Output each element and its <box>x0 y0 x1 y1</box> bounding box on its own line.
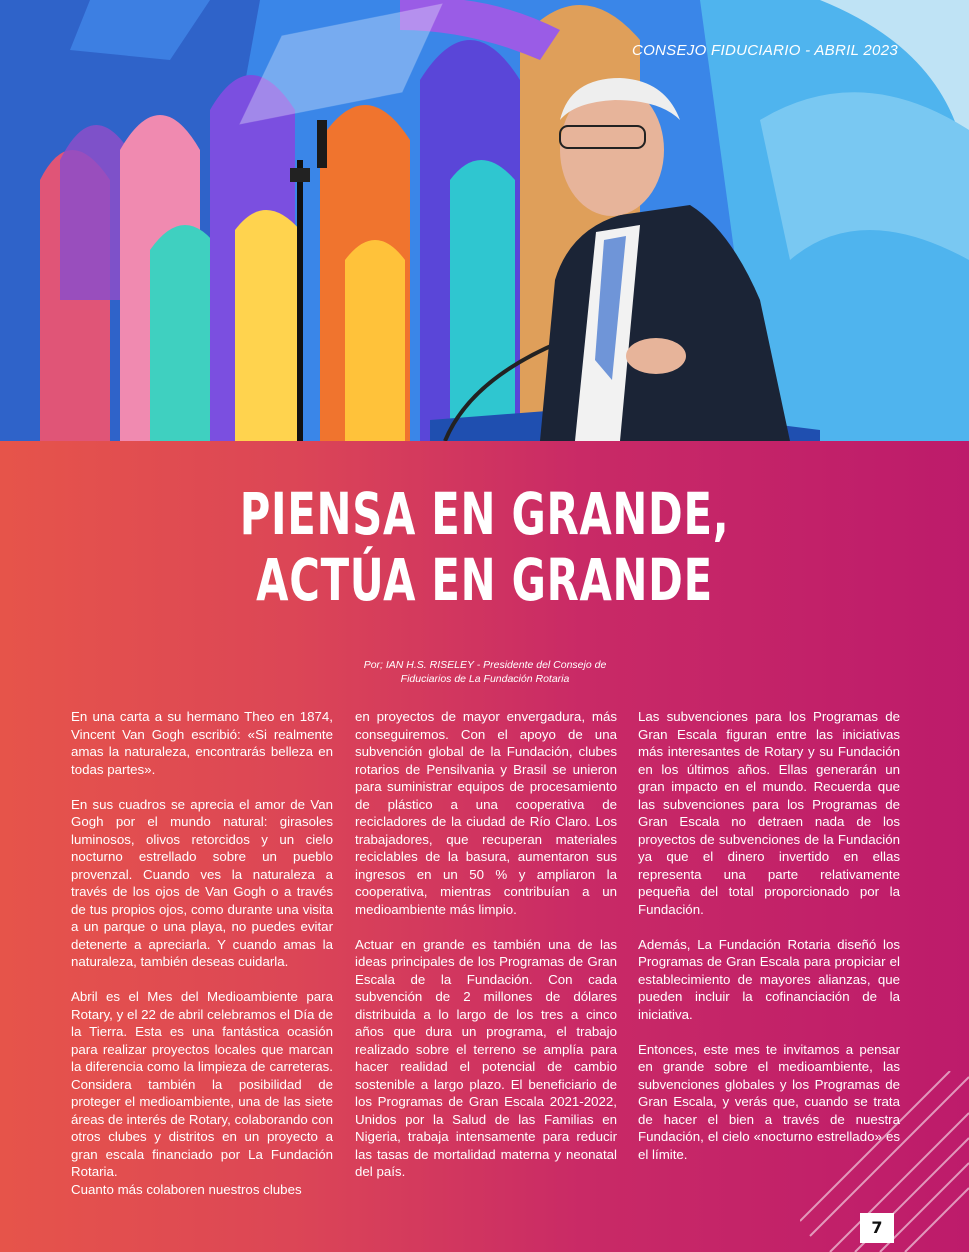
paragraph: Abril es el Mes del Medioambiente para Rotary, y el 22 de abril celebramos el Día de la Tierra. Esta es una fantástica ocasión para realizar proyectos locales que marcan la diferencia como la limpieza de carreteras. Considera también la posibilidad de proteger el medioambiente, una de las siete áreas de interés de Rotary, colaborando con otros clubes y distritos en un proyecto a gran escala financiado por La Fundación Rotaria. <box>71 989 333 1179</box>
article-title <box>136 481 834 613</box>
article-section <box>0 441 969 1252</box>
speaker-photo-icon <box>0 0 969 441</box>
header-label: CONSEJO FIDUCIARIO - ABRIL 2023 <box>631 42 898 59</box>
byline-line-1: Por; IAN H.S. RISELEY - Presidente del Consejo de <box>363 659 607 671</box>
paragraph: Entonces, este mes te invitamos a pensar en grande sobre el medioambiente, las subvenciones globales y los Programas de Gran Escala, y verás que, cuando se trata de hacer el bien a través de nuestra Fundación, el cielo «nocturno estrellado» es el límite. <box>638 1041 900 1162</box>
byline-line-2: Fiduciarios de La Fundación Rotaria <box>400 673 570 685</box>
paragraph: Cuanto más colaboren nuestros clubes <box>71 1181 302 1197</box>
title-line-2: ACTÚA EN GRANDE <box>256 546 713 614</box>
page-number: 7 <box>860 1213 894 1243</box>
paragraph: Además, La Fundación Rotaria diseñó los Programas de Gran Escala para propiciar el establecimiento de mayores alianzas, que pueden incluir la cofinanciación de la iniciativa. <box>638 936 900 1022</box>
byline <box>330 658 640 686</box>
paragraph: en proyectos de mayor envergadura, más conseguiremos. Con el apoyo de una subvención global de la Fundación, clubes rotarios de Pensilvania y Brasil se unieron para suministrar equipos de procesamiento de plástico a una cooperativa de recicladores de la ciudad de Río Claro. Los trabajadores, que recuperan materiales reciclables de la basura, aumentaron sus ingresos en un 50 % y ampliaron la cooperativa, mientras contribuían a un medioambiente más limpio. <box>355 709 617 917</box>
paragraph: Actuar en grande es también una de las ideas principales de los Programas de Gran Escala de la Fundación. Con cada subvención de 2 millones de dólares distribuida a lo largo de los tres a cinco años que dura un programa, el trabajo realizado sobre el terreno se amplía para hacer realidad el potencial de cambio sostenible a largo plazo. El beneficiario de los Programas de Gran Escala 2021-2022, Unidos por la Salud de las Familias en Nigeria, trabaja intensamente para reducir las tasas de mortalidad materna y neonatal del país. <box>355 936 617 1179</box>
paragraph: Las subvenciones para los Programas de Gran Escala figuran entre las iniciativas más interesantes de Rotary y su Fundación en los últimos años. Ellas generarán un gran impacto en el mundo. Recuerda que las subvenciones para los Programas de Gran Escala no detraen nada de los proyectos de subvenciones de la Fundación ya que el dinero invertido en ellas representa una parte relativamente pequeña del total proporcionado por la Fundación. <box>638 709 900 917</box>
paragraph: En sus cuadros se aprecia el amor de Van Gogh por el mundo natural: girasoles luminosos, olivos retorcidos y un cielo nocturno estrellado sobre un pueblo provenzal. Cuando ves la naturaleza a través de los ojos de Van Gogh o a través de tus propios ojos, como durante una visita a un parque o una playa, no puedes evitar detenerte a apreciarla. Y cuando amas la naturaleza, también deseas cuidarla. <box>71 796 333 969</box>
column-1 <box>71 708 333 1216</box>
title-line-1: PIENSA EN GRANDE, <box>239 480 730 548</box>
hero-photo <box>0 0 969 441</box>
paragraph: En una carta a su hermano Theo en 1874, Vincent Van Gogh escribió: «Si realmente amas la naturaleza, encontrarás belleza en todas partes». <box>71 709 333 777</box>
column-2 <box>355 708 617 1198</box>
